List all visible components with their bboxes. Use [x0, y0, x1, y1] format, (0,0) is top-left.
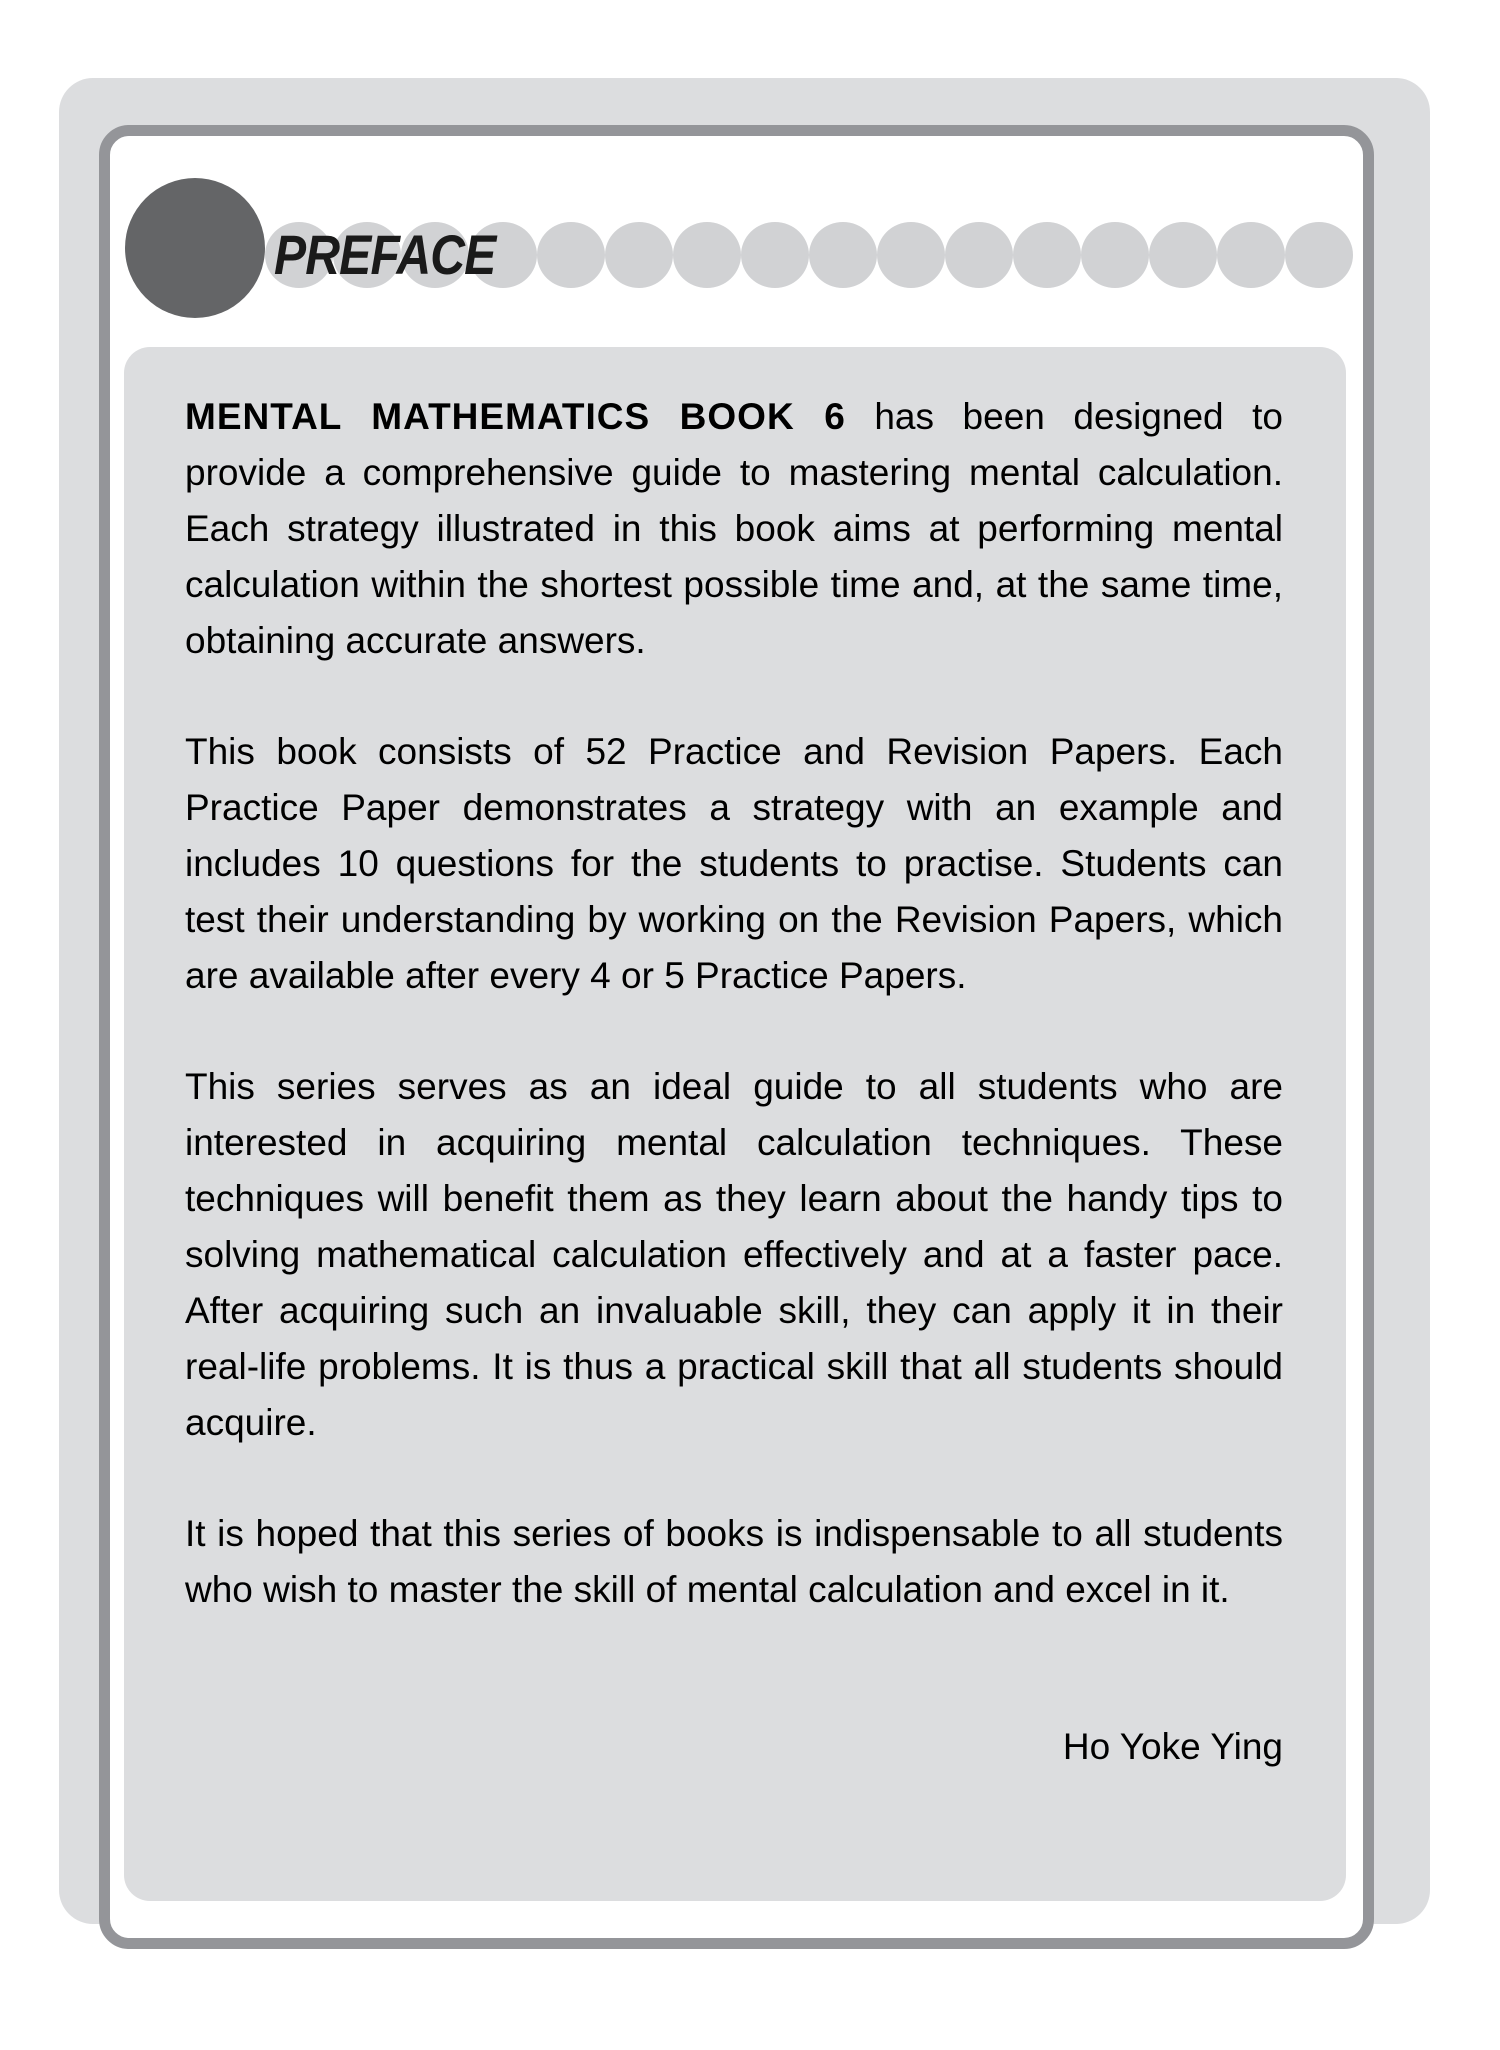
dot-icon — [877, 222, 945, 288]
paragraph-text: has been designed to provide a comprehensive guide to mastering mental calculation. Each strategy illustrated in this book aims at performing mental calculation within the shortest possible time and, at the same time, obtaining accurate answers. — [185, 396, 1283, 661]
author-signature: Ho Yoke Ying — [1062, 1726, 1283, 1767]
large-circle-icon — [125, 178, 265, 318]
dot-icon — [809, 222, 877, 288]
preface-body — [185, 389, 1283, 1673]
dot-icon — [1081, 222, 1149, 288]
book-title: MENTAL MATHEMATICS BOOK 6 — [185, 396, 846, 437]
dot-icon — [741, 222, 809, 288]
dot-icon — [537, 222, 605, 288]
dot-icon — [1217, 222, 1285, 288]
page-title: PREFACE — [274, 223, 496, 286]
dot-icon — [1285, 222, 1353, 288]
paragraph-1 — [185, 389, 1283, 669]
paragraph-3: This series serves as an ideal guide to all students who are interested in acquiring mental calculation techniques. These techniques will benefit them as they learn about the handy tips to solving mathematical calculation effectively and at a faster pace. After acquiring such an invaluable skill, they can apply it in their real-life problems. It is thus a practical skill that all students should acquire. — [185, 1066, 1283, 1443]
dot-icon — [945, 222, 1013, 288]
paragraph-4: It is hoped that this series of books is indispensable to all students who wish to master the skill of mental calculation and excel in it. — [185, 1513, 1283, 1610]
paragraph-2: This book consists of 52 Practice and Revision Papers. Each Practice Paper demonstrates a strategy with an example and includes 10 questions for the students to practise. Students can test their understanding by working on the Revision Papers, which are available after every 4 or 5 Practice Papers. — [185, 731, 1283, 996]
dot-icon — [1149, 222, 1217, 288]
dot-icon — [673, 222, 741, 288]
dot-icon — [605, 222, 673, 288]
dot-icon — [1013, 222, 1081, 288]
